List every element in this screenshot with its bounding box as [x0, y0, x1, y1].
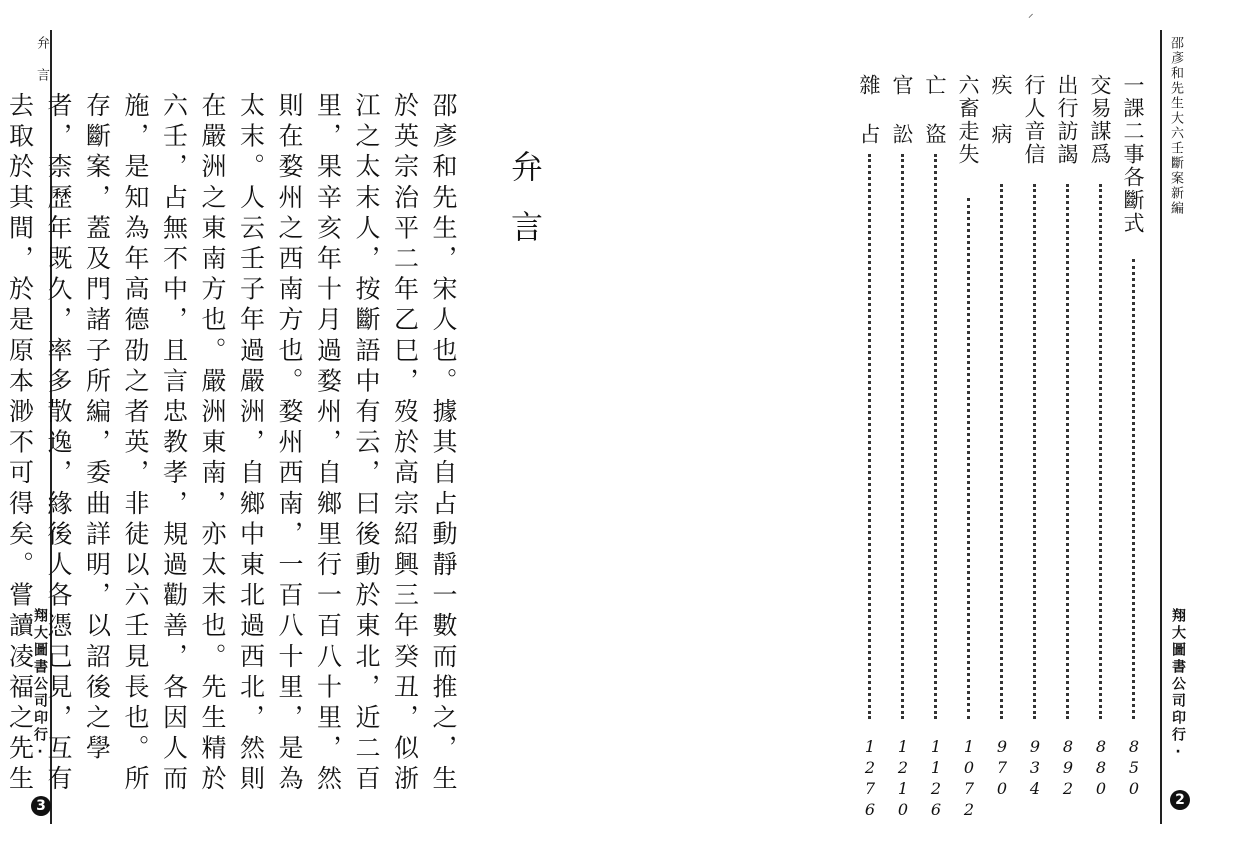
toc-entry-page: 934	[1029, 737, 1041, 798]
toc-entry[interactable]	[1116, 74, 1149, 834]
toc-entry-page: 850	[1128, 737, 1140, 798]
page-heading: 弁言	[506, 150, 544, 270]
toc-entry[interactable]	[1050, 74, 1083, 834]
leader-dots	[901, 154, 904, 719]
toc-entry[interactable]	[852, 74, 885, 834]
leader-dots	[1033, 184, 1036, 719]
toc-entry-label: 行人音信	[1022, 74, 1046, 166]
publisher-imprint: 翔大圖書公司印行·	[32, 608, 48, 763]
toc-entry-label: 一課二事各斷式	[1121, 74, 1145, 235]
toc-entry-page: 1126	[930, 737, 942, 819]
toc-entry-page: 1210	[897, 737, 909, 819]
toc-entry[interactable]	[885, 74, 918, 834]
margin-rule	[1160, 30, 1162, 824]
publisher-imprint: 翔大圖書公司印行·	[1170, 608, 1186, 763]
toc-entry-label: 亡 盜	[923, 74, 947, 146]
leader-dots	[934, 154, 937, 719]
table-of-contents	[852, 74, 1149, 834]
toc-entry-label: 六畜走失	[956, 74, 980, 166]
toc-entry-label: 官 訟	[890, 74, 914, 146]
leader-dots	[868, 154, 871, 719]
toc-entry[interactable]	[918, 74, 951, 834]
leader-dots	[1132, 259, 1135, 719]
toc-entry-label: 疾 病	[989, 74, 1013, 146]
toc-entry-page: 970	[996, 737, 1008, 798]
leader-dots	[1066, 184, 1069, 719]
preface-page	[0, 0, 600, 856]
toc-entry-page: 892	[1062, 737, 1074, 798]
leader-dots	[967, 198, 970, 719]
running-title: 弁 言	[34, 36, 49, 83]
toc-entry-page: 880	[1095, 737, 1107, 798]
toc-entry[interactable]	[951, 74, 984, 834]
preface-paragraph: 邵彥和先生，宋人也。據其自占動靜一數而推之，生於英宗治平二年乙巳，歿於高宗紹興三年癸丑，似浙江之太末人，按斷語中有云，曰後動於東北，近二百里，果辛亥年十月過婺州，自鄉里行一百八十里，然則在婺州之西南方也。婺州西南，一百八十里，是為太末。人云壬子年過嚴洲，自鄉中東北過西北，然則在嚴洲之東南方也。嚴洲東南，亦太末也。先生精於六壬，占無不中，且言忠教孝，規過勸善，各因人而施，是知為年高德劭之者英，非徒以六壬見長也。所存斷案，蓋及門諸子所編，委曲詳明，以詔後之學者，柰歷年既久，率多散逸，緣後人各憑己見，互有去取於其間，於是原本渺不可得矣。嘗讀凌福之先生	[5, 92, 458, 796]
leader-dots	[1099, 184, 1102, 719]
running-title: 邵彥和先生大六壬斷案新編	[1168, 36, 1183, 216]
toc-entry-page: 1072	[963, 737, 975, 819]
toc-entry-label: 出行訪謁	[1055, 74, 1079, 166]
toc-entry[interactable]	[984, 74, 1017, 834]
toc-entry[interactable]	[1017, 74, 1050, 834]
page-number: 3	[31, 796, 51, 816]
contents-page	[610, 0, 1234, 856]
leader-dots	[1000, 184, 1003, 719]
toc-entry-label: 雜 占	[857, 74, 881, 146]
toc-entry[interactable]	[1083, 74, 1116, 834]
scan-mark: ⸝	[1028, 7, 1034, 20]
page-number: 2	[1170, 790, 1190, 810]
toc-entry-page: 1276	[864, 737, 876, 819]
toc-entry-label: 交易謀爲	[1088, 74, 1112, 166]
